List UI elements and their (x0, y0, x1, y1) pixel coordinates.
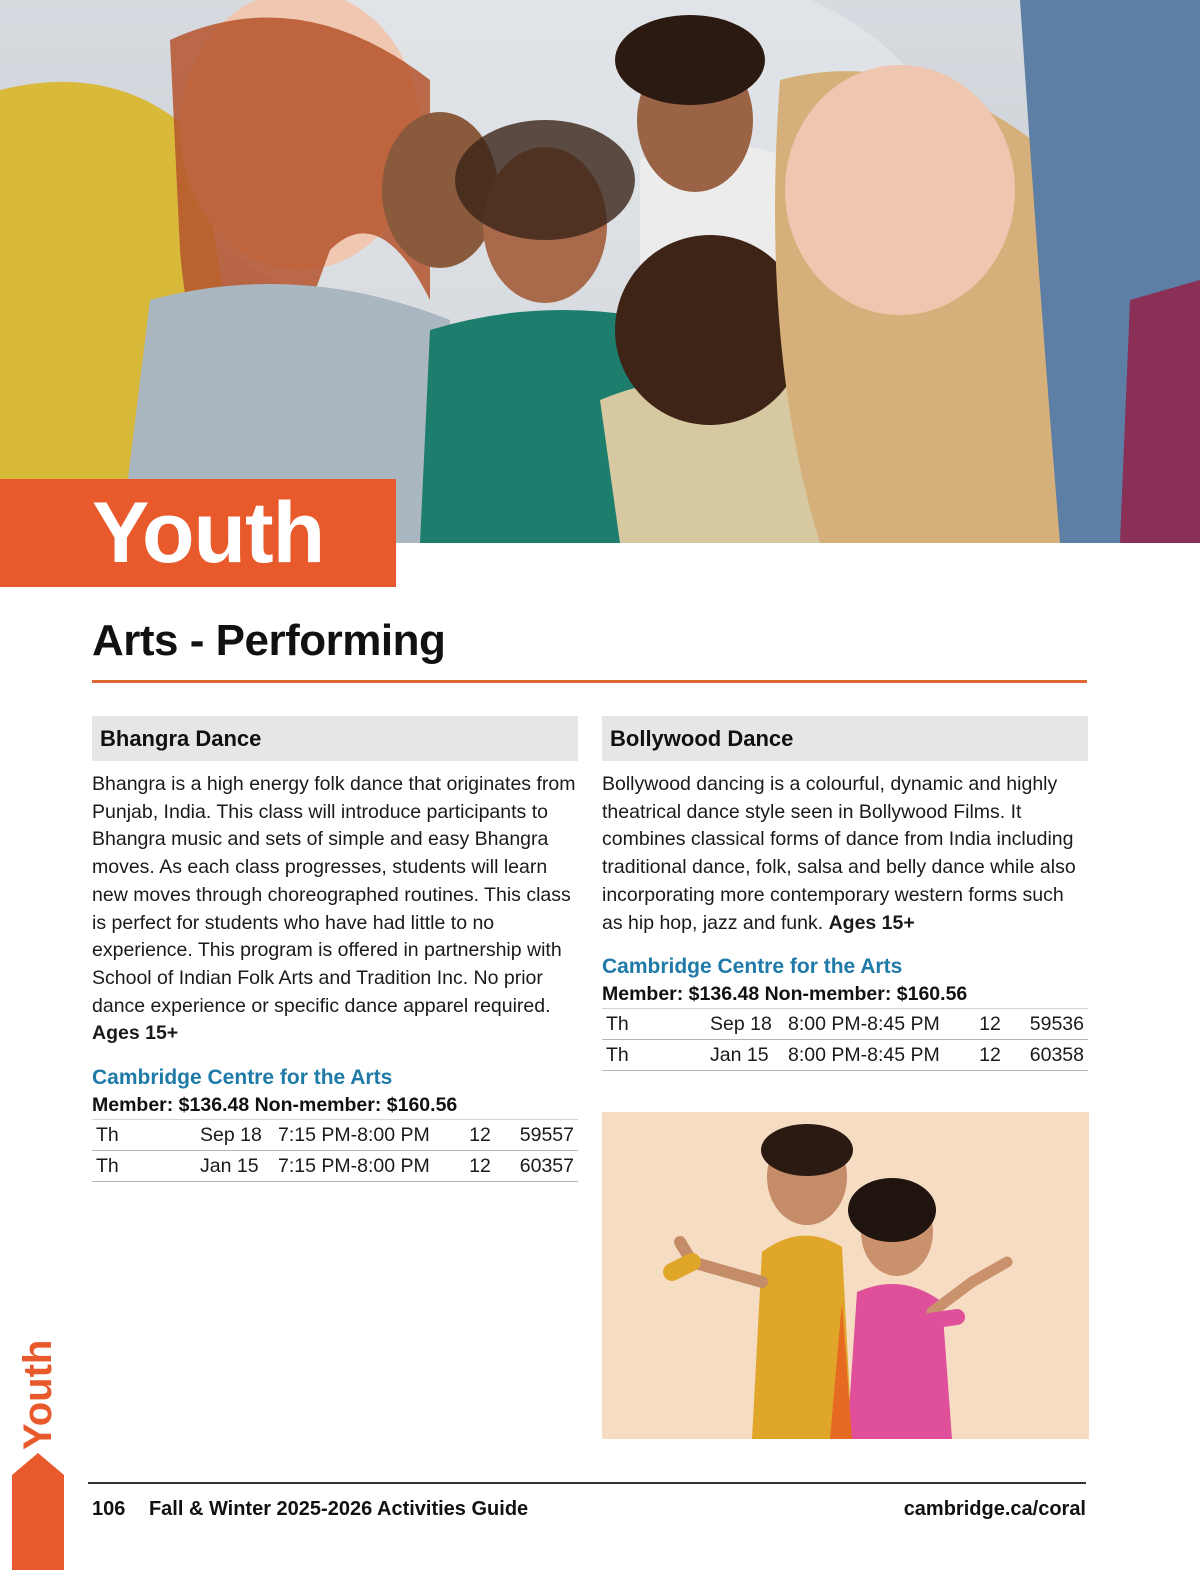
session-weeks: 12 (964, 1040, 1016, 1071)
dance-photo (602, 1112, 1089, 1439)
course-price: Member: $136.48 Non-member: $160.56 (602, 983, 968, 1006)
course-title: Bhangra Dance (92, 716, 578, 761)
table-row (602, 1009, 1088, 1040)
course-bollywood (602, 716, 1088, 1071)
guide-title: Fall & Winter 2025-2026 Activities Guide (148, 1498, 529, 1520)
schedule-table (602, 1008, 1088, 1071)
course-venue: Cambridge Centre for the Arts (602, 955, 903, 979)
session-day: Th (92, 1151, 196, 1182)
session-code: 60358 (1016, 1040, 1088, 1071)
hero-photo (0, 0, 1200, 543)
session-weeks: 12 (454, 1151, 506, 1182)
session-day: Th (92, 1120, 196, 1151)
course-bhangra (92, 716, 578, 1182)
session-weeks: 12 (964, 1009, 1016, 1040)
footer-divider (88, 1482, 1086, 1484)
schedule-table (92, 1119, 578, 1182)
course-description-text: Bollywood dancing is a colourful, dynamic and highly theatrical dance style seen in Bollywood Films. It combines classical forms of dance from India including traditional dance, folk, salsa and belly dance while also incorporating more contemporary western forms such as hip hop, jazz and funk. (602, 773, 1076, 934)
session-date: Jan 15 (196, 1151, 274, 1182)
session-day: Th (602, 1009, 706, 1040)
session-day: Th (602, 1040, 706, 1071)
course-title: Bollywood Dance (602, 716, 1088, 761)
table-row (92, 1120, 578, 1151)
session-time: 8:00 PM-8:45 PM (784, 1009, 964, 1040)
table-row (92, 1151, 578, 1182)
session-date: Sep 18 (706, 1009, 784, 1040)
footer-info (92, 1498, 528, 1521)
course-ages: Ages 15+ (92, 1022, 179, 1045)
course-venue: Cambridge Centre for the Arts (92, 1066, 393, 1090)
session-code: 59536 (1016, 1009, 1088, 1040)
page-number: 106 (92, 1498, 126, 1520)
session-time: 7:15 PM-8:00 PM (274, 1120, 454, 1151)
session-date: Sep 18 (196, 1120, 274, 1151)
course-description (92, 771, 578, 1048)
session-weeks: 12 (454, 1120, 506, 1151)
side-tab-label: Youth (16, 1339, 60, 1450)
website-link[interactable]: cambridge.ca/coral (903, 1498, 1086, 1520)
course-description-text: Bhangra is a high energy folk dance that originates from Punjab, India. This class will introduce participants to Bhangra music and sets of simple and easy Bhangra moves. As each class progresses, students will learn new moves through choreographed routines. This class is perfect for students who have had little to no experience. This program is offered in partnership with School of Indian Folk Arts and Tradition Inc. No prior dance experience or specific dance apparel required. (92, 773, 576, 1017)
session-time: 8:00 PM-8:45 PM (784, 1040, 964, 1071)
page-title: Arts - Performing (92, 616, 446, 665)
section-banner-label: Youth (92, 485, 325, 581)
course-ages: Ages 15+ (828, 911, 915, 934)
session-date: Jan 15 (706, 1040, 784, 1071)
session-code: 59557 (506, 1120, 578, 1151)
heading-divider (92, 680, 1087, 683)
course-description (602, 771, 1088, 937)
table-row (602, 1040, 1088, 1071)
session-time: 7:15 PM-8:00 PM (274, 1151, 454, 1182)
course-price: Member: $136.48 Non-member: $160.56 (92, 1094, 458, 1117)
session-code: 60357 (506, 1151, 578, 1182)
